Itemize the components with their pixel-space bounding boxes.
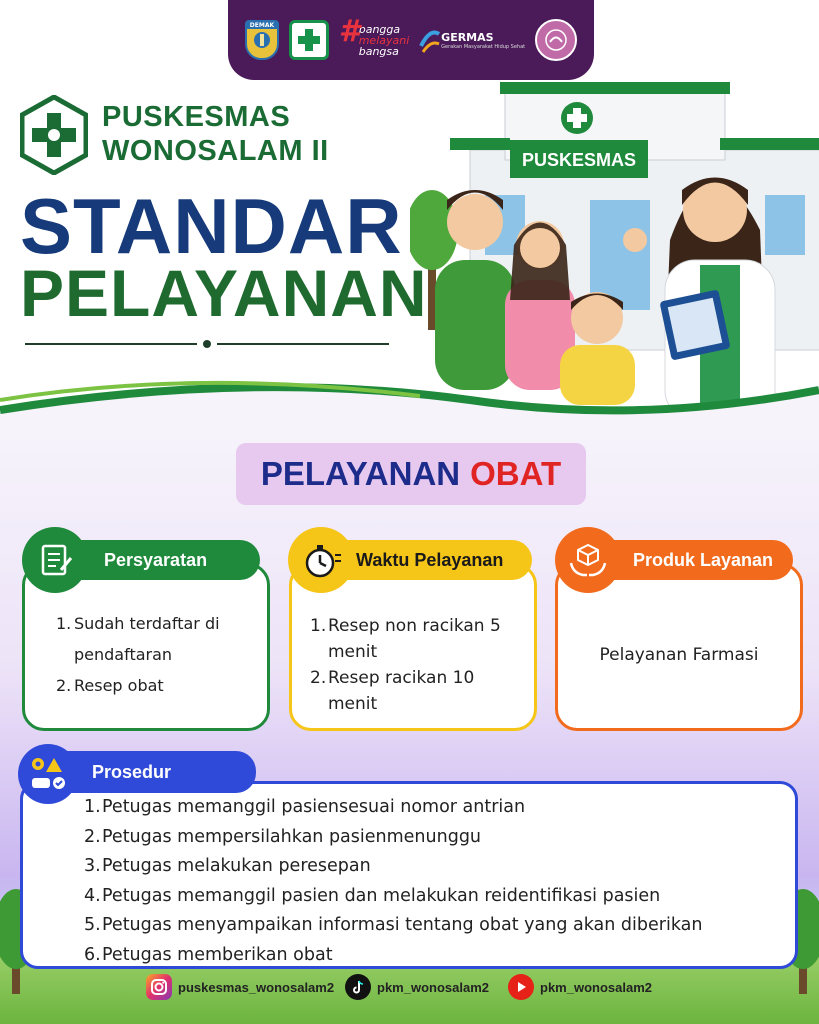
title-pelayanan: PELAYANAN xyxy=(20,256,428,330)
produk-icon-badge xyxy=(555,527,621,593)
seal-emblem-icon xyxy=(543,27,569,53)
bangga-melayani-bangsa-logo xyxy=(338,13,410,58)
divider-dot xyxy=(203,340,211,348)
building-sign: PUSKESMAS xyxy=(521,150,637,170)
item-number: 1. xyxy=(56,614,72,633)
section-title xyxy=(236,443,586,505)
list-item xyxy=(310,665,524,717)
title-divider xyxy=(25,340,390,348)
list-item xyxy=(84,793,702,823)
waktu-label: Waktu Pelayanan xyxy=(356,549,504,570)
item-number: 6. xyxy=(84,944,101,965)
clipboard-list-icon xyxy=(35,540,75,580)
produk-text: Pelayanan Farmasi xyxy=(599,645,759,665)
persyaratan-icon-badge xyxy=(22,527,88,593)
germas-title: GERMAS xyxy=(441,30,494,44)
produk-body xyxy=(558,645,800,665)
list-item xyxy=(84,823,702,853)
demak-shield-logo xyxy=(245,20,279,60)
item-text: Petugas mempersilahkan pasienmenunggu xyxy=(102,826,482,847)
title-standar: STANDAR xyxy=(20,182,403,270)
youtube-text: pkm_wonosalam2 xyxy=(540,979,652,995)
produk-label: Produk Layanan xyxy=(633,549,774,570)
bangga-hash: # xyxy=(338,13,360,49)
tiktok-text: pkm_wonosalam2 xyxy=(377,979,489,995)
item-number: 2. xyxy=(56,676,72,695)
circular-seal-logo xyxy=(535,19,577,61)
prosedur-label: Prosedur xyxy=(92,761,172,782)
instagram-icon xyxy=(146,974,172,1000)
section-title-part-1: PELAYANAN xyxy=(260,455,461,492)
item-number: 4. xyxy=(84,885,101,906)
item-text: Resep racikan 10 menit xyxy=(328,668,475,714)
prosedur-list xyxy=(84,793,702,970)
organization-line-2: WONOSALAM II xyxy=(102,135,329,167)
instagram-handle[interactable] xyxy=(146,972,334,1002)
instagram-text: puskesmas_wonosalam2 xyxy=(178,979,335,995)
organization-line-1: PUSKESMAS xyxy=(102,101,291,133)
item-number: 3. xyxy=(84,856,101,876)
tiktok-handle[interactable] xyxy=(345,972,489,1002)
bangga-line-2: melayani xyxy=(358,33,410,47)
item-number: 1. xyxy=(310,616,327,636)
shield-emblem-icon xyxy=(251,29,273,51)
list-item xyxy=(84,882,702,912)
list-item xyxy=(56,670,256,701)
bangga-line-3: bangsa xyxy=(358,44,399,58)
puskesmas-illustration xyxy=(410,60,819,420)
workflow-icon xyxy=(26,752,70,796)
persyaratan-label: Persyaratan xyxy=(104,549,208,570)
green-cross-icon xyxy=(296,27,322,53)
bangga-line-1: bangga xyxy=(358,22,401,36)
item-number: 5. xyxy=(84,915,101,935)
puskesmas-small-logo xyxy=(289,20,329,60)
puskesmas-logo xyxy=(20,95,88,175)
tiktok-icon xyxy=(345,974,371,1000)
item-text: Petugas memanggil pasien dan melakukan reidentifikasi pasien xyxy=(102,885,661,906)
waktu-body xyxy=(310,613,524,717)
hands-box-icon xyxy=(567,539,609,581)
youtube-handle[interactable] xyxy=(508,972,652,1002)
item-text: Petugas menyampaikan informasi tentang obat yang akan diberikan xyxy=(102,915,703,935)
item-number: 1. xyxy=(84,797,101,817)
item-text: Sudah terdaftar di pendaftaran xyxy=(74,614,220,664)
divider-line-right xyxy=(217,343,389,345)
list-item xyxy=(84,941,702,971)
youtube-icon xyxy=(508,974,534,1000)
prosedur-icon-badge xyxy=(18,744,78,804)
germas-subtitle: Gerakan Masyarakat Hidup Sehat xyxy=(441,43,526,50)
list-item xyxy=(56,608,256,670)
germas-logo xyxy=(419,26,525,54)
demak-label: DEMAK xyxy=(247,22,277,29)
item-text: Resep non racikan 5 menit xyxy=(328,616,501,662)
list-item xyxy=(84,852,702,882)
item-text: Petugas melakukan peresepan xyxy=(102,856,371,876)
list-item xyxy=(84,911,702,941)
item-number: 2. xyxy=(84,826,101,847)
item-text: Resep obat xyxy=(74,676,164,695)
divider-line-left xyxy=(25,343,197,345)
item-number: 2. xyxy=(310,668,327,688)
item-text: Petugas memanggil pasiensesuai nomor antrian xyxy=(102,797,526,817)
organization-name xyxy=(102,100,329,168)
waktu-icon-badge xyxy=(288,527,354,593)
stopwatch-icon xyxy=(300,539,342,581)
item-text: Petugas memberikan obat xyxy=(102,944,333,965)
germas-figure-icon xyxy=(419,26,441,54)
list-item xyxy=(310,613,524,665)
section-title-part-2: OBAT xyxy=(470,455,562,492)
persyaratan-body xyxy=(56,608,256,701)
header-wave xyxy=(0,370,819,440)
